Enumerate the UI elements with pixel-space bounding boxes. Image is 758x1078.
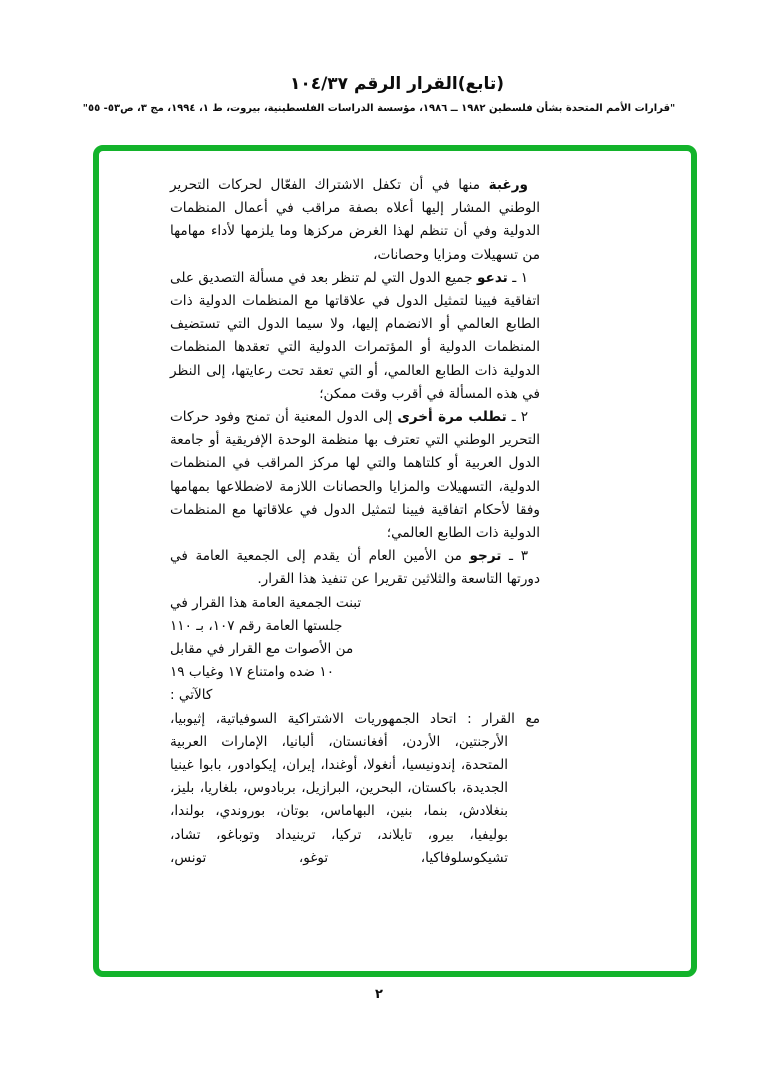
paragraph-number: ١ ـ [507,269,528,286]
resolution-body [170,174,540,870]
highlight-frame [93,145,697,977]
preamble-lead: ورغبة [488,177,528,193]
operative-paragraph-2 [170,406,540,545]
paragraph-number: ٢ ـ [506,409,528,426]
operative-lead: ترجو [469,548,502,565]
vote-with-countries: اتحاد الجمهوريات الاشتراكية السوفياتية، إثيوبيا، الأرجنتين، الأردن، أفغانستان، ألبانيا، الإمارات العربية المتحدة، إندونيسيا، أنغولا، أوغندا، إيران، إيكوادور، بابوا غينيا الجديدة، باكستان، البحرين، البرازيل، بربادوس، بلغاريا، بليز، بنغلادش، بنما، بنين، البهاماس، بوتان، بوروندي، بولندا، بوليفيا، بيرو، تايلاند، تركيا، ترينيداد وتوباغو، تشاد، تشيكوسلوفاكيا، توغو، تونس، [170,710,508,866]
vote-with-list [170,708,540,870]
operative-lead: تطلب مرة أخرى [397,409,507,426]
preamble-text: منها في أن تكفل الاشتراك الفعّال لحركات التحرير الوطني المشار إليها أعلاه بصفة مراقب في أعمال المنظمات الدولية وفي أن تنظم لهذا الغرض مركزها وما يلزمها لأداء مهامها من تسهيلات ومزايا وحصانات، [170,177,540,263]
preamble-paragraph [170,174,540,267]
operative-text: من الأمين العام أن يقدم إلى الجمعية العامة في دورتها التاسعة والثلاثين تقريرا عن تنفيذ هذا القرار. [170,548,540,588]
paragraph-number: ٣ ـ [501,548,528,565]
adoption-line: من الأصوات مع القرار في مقابل [170,641,354,658]
adoption-line: كالآتي : [170,687,213,704]
vote-with-label: مع القرار : [456,710,540,727]
operative-paragraph-1 [170,267,540,406]
operative-paragraph-3 [170,545,540,591]
adoption-line: ١٠ ضده وامتناع ١٧ وغياب ١٩ [170,664,335,681]
adoption-line: جلستها العامة رقم ١٠٧، بـ ١١٠ [170,617,343,634]
source-citation: "قرارات الأمم المتحدة بشأن فلسطين ١٩٨٢ ــ ١٩٨٦، مؤسسة الدراسات الفلسطينية، بيروت، ط ١، ١٩٩٤، مج ٣، ص٥٣- ٥٥" [82,103,676,114]
resolution-title: (تابع)القرار الرقم ١٠٤/٣٧ [289,74,505,94]
operative-text: إلى الدول المعنية أن تمنح وفود حركات التحرير الوطني التي تعترف بها منظمة الوحدة الإفريقية أو جامعة الدول العربية أو كلتاهما والتي لها مركز المراقب في المنظمات الدولية، التسهيلات والمزايا والحصانات اللازمة لاضطلاعها بمهامها وفقا لأحكام اتفاقية فيينا لتمثيل الدول في علاقاتها مع المنظمات الدولية ذات الطابع العالمي؛ [170,409,540,542]
operative-text: جميع الدول التي لم تنظر بعد في مسألة التصديق على اتفاقية فيينا لتمثيل الدول في علاقاتها مع المنظمات الدولية ذات الطابع العالمي أو الانضمام إليها، ولا سيما الدول التي تستضيف المنظمات الدولية أو المؤتمرات الدولية التي تعقدها المنظمات الدولية ذات الطابع العالمي، أو التي تعقد تحت رعايتها، إلى النظر في هذه المسألة في أقرب وقت ممكن؛ [170,269,540,402]
adoption-note [170,592,540,708]
page-number: ٢ [375,987,383,1002]
operative-lead: تدعو [477,269,508,286]
adoption-line: تبنت الجمعية العامة هذا القرار في [170,594,362,611]
